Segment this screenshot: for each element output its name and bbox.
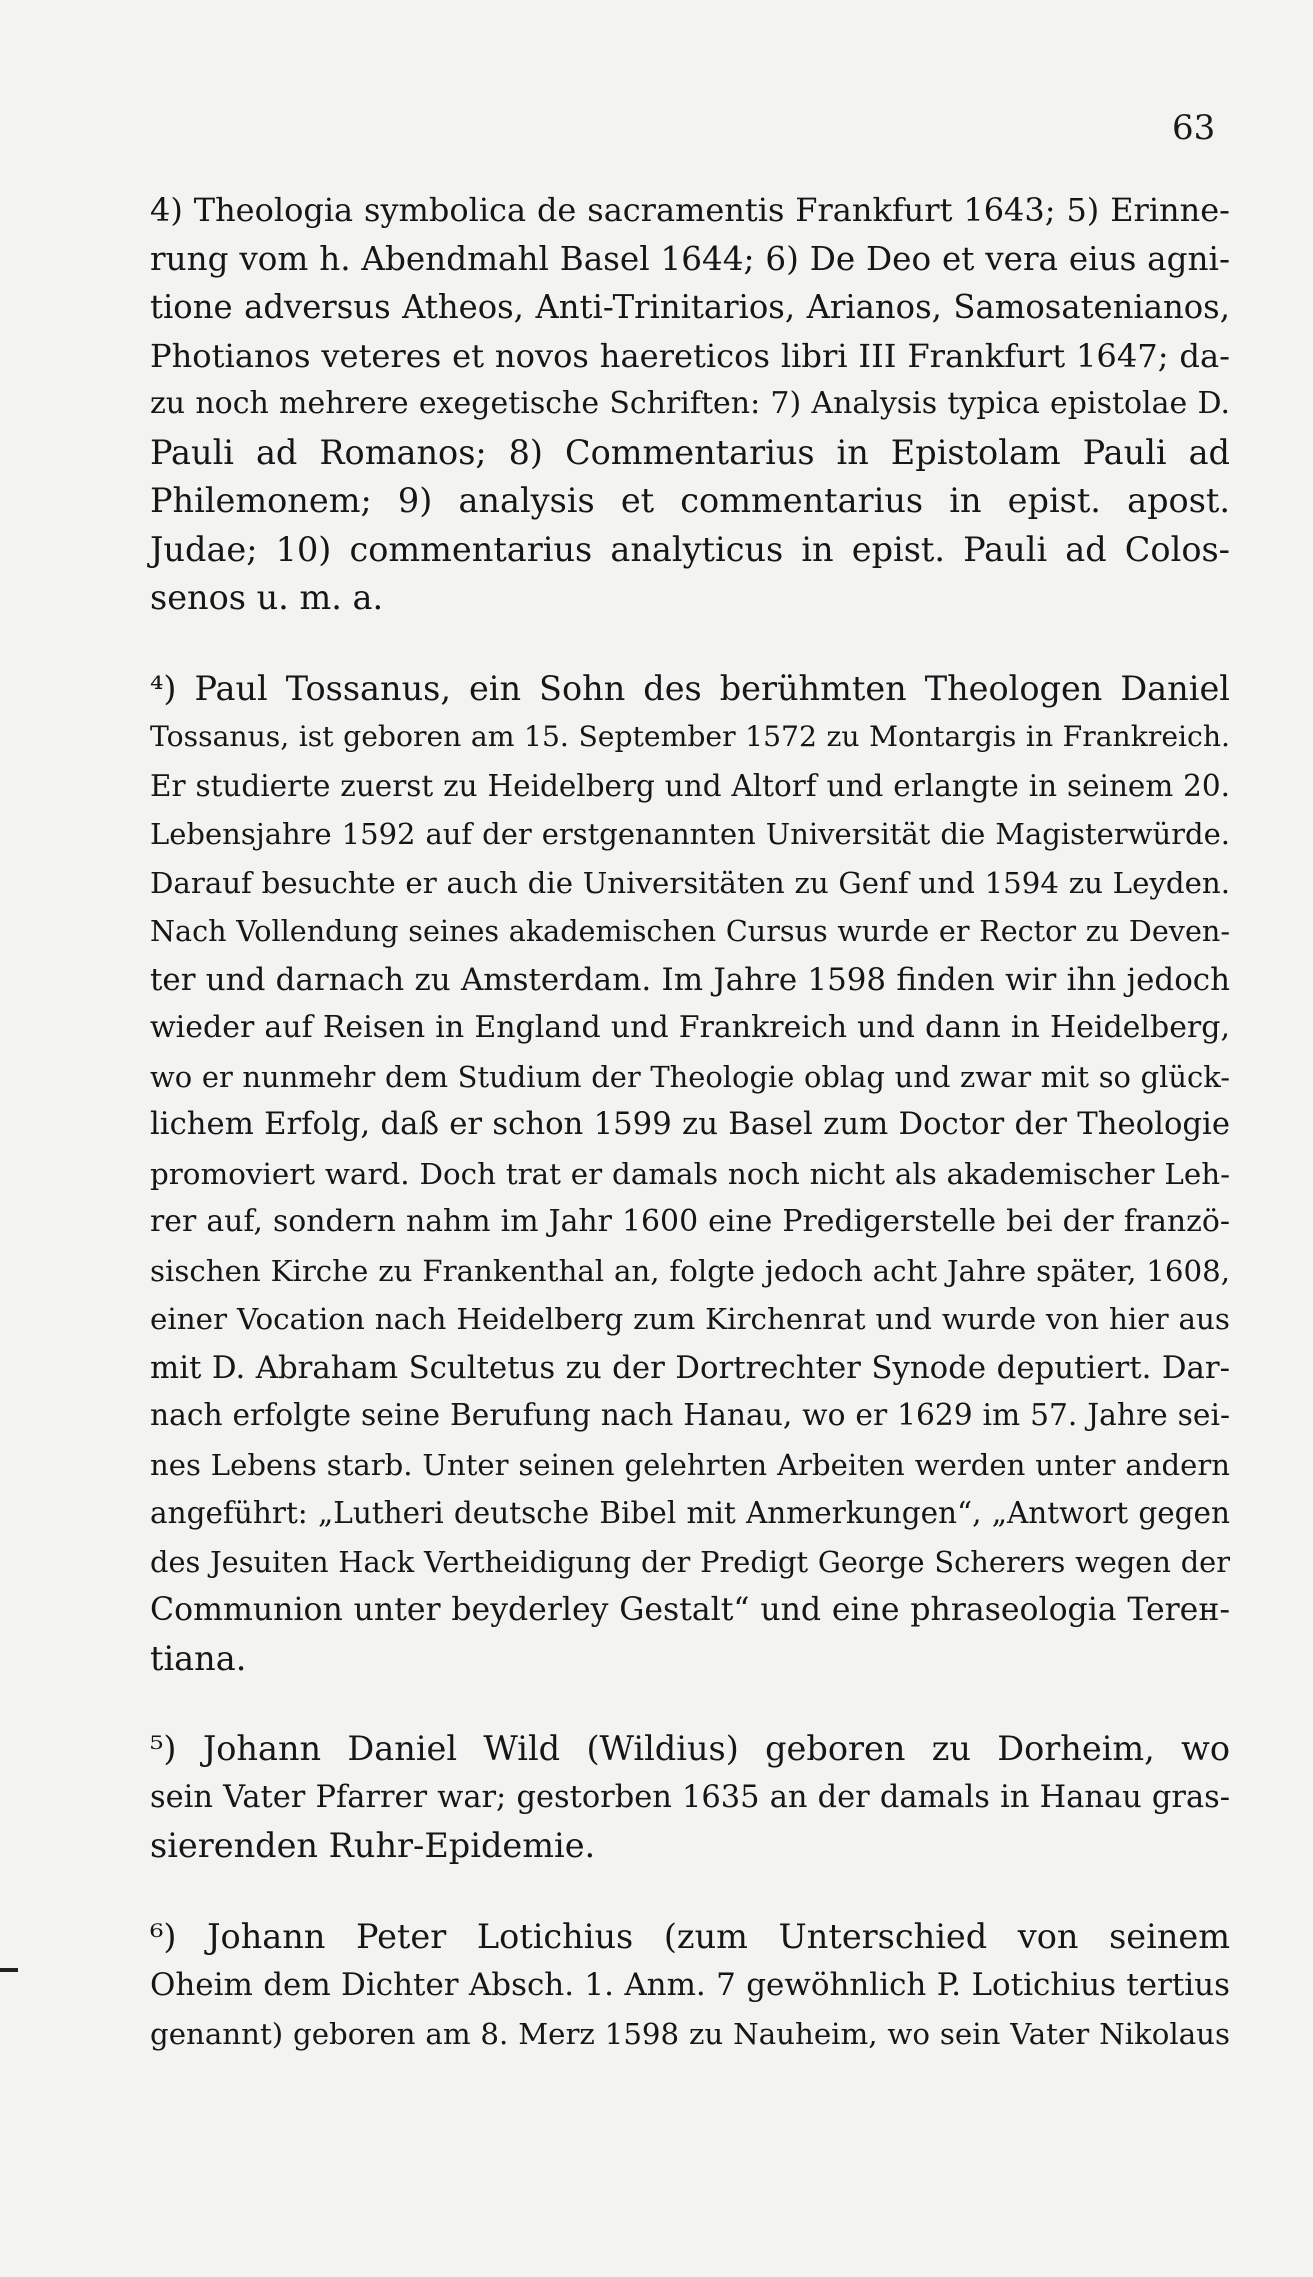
text-line: einer Vocation nach Heidelberg zum Kirchenrat und wurde von hier aus bbox=[150, 1302, 1230, 1336]
text-line: sein Vater Pfarrer war; gestorben 1635 an der damals in Hanau gras- bbox=[150, 1779, 1230, 1815]
text-line: Er studierte zuerst zu Heidelberg und Altorf und erlangte in seinem 20. bbox=[150, 768, 1230, 803]
paragraph-gap bbox=[150, 623, 1230, 665]
footnote-lotichius bbox=[150, 1913, 1230, 2059]
text-line: mit D. Abraham Scultetus zu der Dortrechter Synode deputiert. Dar- bbox=[150, 1349, 1230, 1386]
text-line: Tossanus, ist geboren am 15. September 1572 zu Montargis in Frankreich. bbox=[150, 720, 1230, 753]
text-line: ⁵) Johann Daniel Wild (Wildius) geboren zu Dorheim, wo bbox=[150, 1729, 1230, 1768]
text-line: genannt) geboren am 8. Merz 1598 zu Nauheim, wo sein Vater Nikolaus bbox=[150, 2016, 1230, 2051]
page-number: 63 bbox=[1172, 108, 1216, 148]
text-line: Nach Vollendung seines akademischen Cursus wurde er Rector zu Deven- bbox=[150, 914, 1230, 948]
text-line: Photianos veteres et novos haereticos libri III Frankfurt 1647; da- bbox=[150, 336, 1230, 375]
text-line: rer auf, sondern nahm im Jahr 1600 eine Predigerstelle bei der franzö- bbox=[150, 1204, 1230, 1239]
scan-edge-mark bbox=[0, 1968, 18, 1972]
text-line: Communion unter beyderley Gestalt“ und eine phraseologia Terен- bbox=[150, 1592, 1230, 1628]
text-line: sierenden Ruhr-Epidemie. bbox=[150, 1826, 596, 1865]
text-line: tiana. bbox=[150, 1638, 247, 1678]
footnote-tossanus bbox=[150, 665, 1230, 1684]
text-line: lichem Erfolg, daß er schon 1599 zu Basel zum Doctor der Theologie bbox=[150, 1107, 1230, 1142]
text-body bbox=[150, 186, 1230, 2058]
footnote-wild bbox=[150, 1725, 1230, 1871]
text-line: des Jesuiten Hack Vertheidigung der Predigt George Scherers wegen der bbox=[150, 1544, 1230, 1579]
text-line: nach erfolgte seine Berufung nach Hanau, wo er 1629 im 57. Jahre sei- bbox=[150, 1398, 1230, 1433]
text-line: nes Lebens starb. Unter seinen gelehrten Arbeiten werden unter andern bbox=[150, 1447, 1230, 1482]
text-line: angeführt: „Lutheri deutsche Bibel mit Anmerkungen“, „Antwort gegen bbox=[150, 1496, 1230, 1530]
text-line: Philemonem; 9) analysis et commentarius in epist. apost. bbox=[150, 481, 1230, 520]
text-line: ⁶) Johann Peter Lotichius (zum Unterschied von seinem bbox=[150, 1916, 1230, 1956]
text-line: senos u. m. a. bbox=[150, 578, 384, 617]
paragraph-theologia-list bbox=[150, 186, 1230, 623]
text-line: sischen Kirche zu Frankenthal an, folgte jedoch acht Jahre später, 1608, bbox=[150, 1253, 1230, 1288]
text-line: zu noch mehrere exegetische Schriften: 7) Analysis typica epistolae D. bbox=[150, 386, 1230, 421]
text-line: Darauf besuchte er auch die Universitäten zu Genf und 1594 zu Leyden. bbox=[150, 865, 1230, 900]
text-line: 4) Theologia symbolica de sacramentis Frankfurt 1643; 5) Erinne- bbox=[150, 191, 1230, 229]
text-line: ter und darnach zu Amsterdam. Im Jahre 1598 finden wir ihn jedoch bbox=[150, 961, 1230, 998]
text-line: wo er nunmehr dem Studium der Theologie oblag und zwar mit so glück- bbox=[150, 1059, 1230, 1094]
text-line: Oheim dem Dichter Absch. 1. Anm. 7 gewöhnlich P. Lotichius tertius bbox=[150, 1967, 1230, 2003]
text-line: Lebensjahre 1592 auf der erstgenannten Universität die Magisterwürde. bbox=[150, 817, 1230, 851]
paragraph-gap bbox=[150, 1683, 1230, 1725]
paragraph-gap bbox=[150, 1871, 1230, 1913]
text-line: tione adversus Atheos, Anti-Trinitarios, Arianos, Samosatenianos, bbox=[150, 288, 1230, 326]
text-line: promoviert ward. Doch trat er damals noch nicht als akademischer Leh- bbox=[150, 1156, 1230, 1191]
text-line: rung vom h. Abendmahl Basel 1644; 6) De Deo et vera eius agni- bbox=[150, 239, 1230, 278]
text-line: ⁴) Paul Tossanus, ein Sohn des berühmten Theologen Daniel bbox=[150, 668, 1230, 708]
text-line: Judae; 10) commentarius analyticus in epist. Pauli ad Colos- bbox=[150, 529, 1230, 569]
text-line: wieder auf Reisen in England und Frankreich und dann in Heidelberg, bbox=[150, 1010, 1230, 1045]
text-line: Pauli ad Romanos; 8) Commentarius in Epistolam Pauli ad bbox=[150, 432, 1230, 472]
